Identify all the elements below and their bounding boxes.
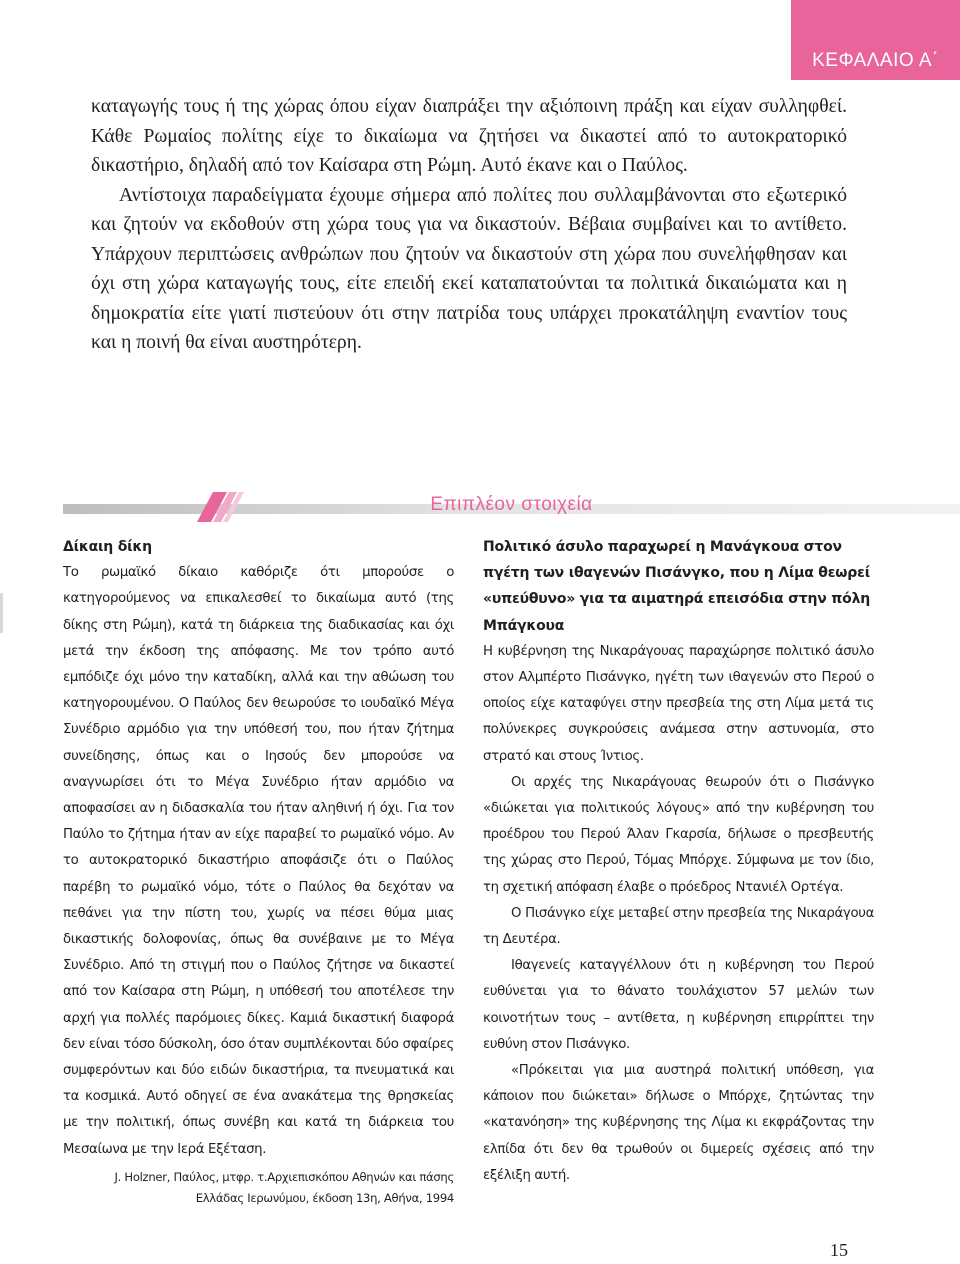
asylum-paragraph-1: Η κυβέρνηση της Νικαράγουας παραχώρησε πολιτικό άσυλο στον Αλμπέρτο Πισάνγκο, ηγέτη των ιθαγενών στο Περού ο οποίος είχε καταφύγει στην πρεσβεία της στη Λίμα μετά τις πολύνεκρες συγκρούσεις ανάμεσα στην αστυνομία, στο στρατό και στους Ίντιος. xyxy=(483,643,874,764)
margin-mark xyxy=(0,593,3,633)
fair-trial-heading: Δίκαιη δίκη xyxy=(63,539,152,555)
extra-info-title: Επιπλέον στοιχεία xyxy=(430,494,593,515)
chapter-tab xyxy=(791,0,960,80)
fair-trial-column xyxy=(63,534,454,1209)
source-line-1: J. Holzner, Παύλος, μτφρ. τ.Αρχιεπισκόπου Αθηνών και πάσης xyxy=(114,1169,454,1184)
source-citation xyxy=(63,1167,454,1209)
main-paragraph-1: καταγωγής τους ή της χώρας όπου είχαν διαπράξει την αξιόποινη πράξη και είχαν συλληφθεί. Κάθε Ρωμαίος πολίτης είχε το δικαίωμα να ζητήσει να δικαστεί από το αυτοκρατορικό δικαστήριο, δηλαδή από τον Καίσαρα στη Ρώμη. Αυτό έκανε και ο Παύλος. xyxy=(91,96,847,176)
asylum-article-column xyxy=(483,534,874,1189)
chapter-label: ΚΕΦΑΛΑΙΟ Α΄ xyxy=(812,50,939,71)
main-paragraph-2: Αντίστοιχα παραδείγματα έχουμε σήμερα από πολίτες που συλλαμβάνονται στο εξωτερικό και ζητούν να εκδοθούν στη χώρα τους για να δικαστούν. Βέβαια συμβαίνει και το αντίθετο. Υπάρχουν περιπτώσεις ανθρώπων που ζητούν να δικαστούν στη χώρα που συνελήφθησαν και όχι στη χώρα καταγωγής τους, είτε επειδή εκεί καταπατούνται τα πολιτικά δικαιώματα και η δημοκρατία είτε γιατί πιστεύουν ότι στην πατρίδα τους υπάρχει προκατάληψη εναντίον τους και η ποινή θα είναι αυστηρότερη. xyxy=(91,184,847,353)
asylum-article-heading: Πολιτικό άσυλο παραχωρεί η Μανάγκουα στον πγέτη των ιθαγενών Πισάνγκο, που η Λίμα θεωρεί «υπεύθυνο» για τα αιματηρά επεισόδια στην πόλη Μπάγκουα xyxy=(483,539,871,634)
extra-info-header xyxy=(63,492,960,522)
main-text xyxy=(91,92,847,358)
fair-trial-text: Το ρωμαϊκό δίκαιο καθόριζε ότι μπορούσε ο κατηγορούμενος να επικαλεσθεί το δικαίωμα αυτό (της δίκης στη Ρώμη), κατά τη διάρκεια της διαδικασίας και όχι μετά την έκδοση της απόφασης. Με τον τρόπο αυτό εμπόδιζε όχι μόνο την καταδίκη, αλλά και την αθώωση του κατηγορουμένου. Ο Παύλος δεν θεωρούσε το ιουδαϊκό Μέγα Συνέδριο αρμόδιο για την υπόθεσή του, που ήταν ζήτημα συνείδησης, όπως και ο Ιησούς δεν μπορούσε να αναγνωρίσει ότι το Μέγα Συνέδριο ήταν αρμόδιο να αποφασίσει αν η διδασκαλία του ήταν αληθινή ή όχι. Για τον Παύλο το ζήτημα ήταν αν είχε παραβεί το ρωμαϊκό νόμο. Αν το αυτοκρατορικό δικαστήριο αποφάσιζε ότι ο Παύλος παρέβη το ρωμαϊκό νόμο, τότε ο Παύλος θα δεχόταν να πεθάνει για την πίστη του, χωρίς να πέσει θύμα μιας δικαστικής δολοφονίας, όπως θα συνέβαινε με το Μέγα Συνέδριο. Από τη στιγμή που ο Παύλος ζήτησε να δικαστεί από τον Καίσαρα στη Ρώμη, η υπόθεσή του αποτέλεσε την αρχή για πολλές παρόμοιες δίκες. Καμιά δικαστική διαφορά δεν είναι τόσο δύσκολη, όσο όταν συμπλέκονται δύο σφαίρες συμφερόντων και δύο ειδών δικαστήρια, τα πνευματικά και τα κοσμικά. Αυτό οδηγεί σε ένα ανακάτεμα της θρησκείας με την πολιτική, όπως συνέβη και κατά τη διάρκεια του Μεσαίωνα με την Ιερά Εξέταση. xyxy=(63,565,454,1157)
asylum-paragraph-5: «Πρόκειται για μια αυστηρά πολιτική υπόθεση, για κάποιον που διώκεται» δήλωσε ο Μπόρχε, ζητώντας την «κατανόηση» της κυβέρνησης της Λίμα κι εκφράζοντας την ελπίδα ότι δεν θα τρωθούν οι διμερείς σχέσεις από την εξέλιξη αυτή. xyxy=(483,1063,874,1183)
asylum-paragraph-2: Οι αρχές της Νικαράγουας θεωρούν ότι ο Πισάνγκο «διώκεται για πολιτικούς λόγους» από την κυβέρνηση του προέδρου του Περού Άλαν Γκαρσία, δήλωσε ο πρεσβευτής της χώρας στο Περού, Τόμας Μπόρχε. Σύμφωνα με τον ίδιο, τη σχετική απόφαση έλαβε ο πρόεδρος Ντανιέλ Ορτέγα. xyxy=(483,774,874,895)
asylum-paragraph-3: Ο Πισάνγκο είχε μεταβεί στην πρεσβεία της Νικαράγουα τη Δευτέρα. xyxy=(483,905,874,948)
page-number: 15 xyxy=(830,1240,848,1260)
asylum-paragraph-4: Ιθαγενείς καταγγέλλουν ότι η κυβέρνηση του Περού ευθύνεται για το θάνατο τουλάχιστον 57 μελών των κοινοτήτων τους – αντίθετα, η κυβέρνηση επιρρίπτει την ευθύνη στον Πισάνγκο. xyxy=(483,958,874,1052)
source-line-2: Ελλάδας Ιερωνύμου, έκδοση 13η, Αθήνα, 1994 xyxy=(195,1190,454,1205)
